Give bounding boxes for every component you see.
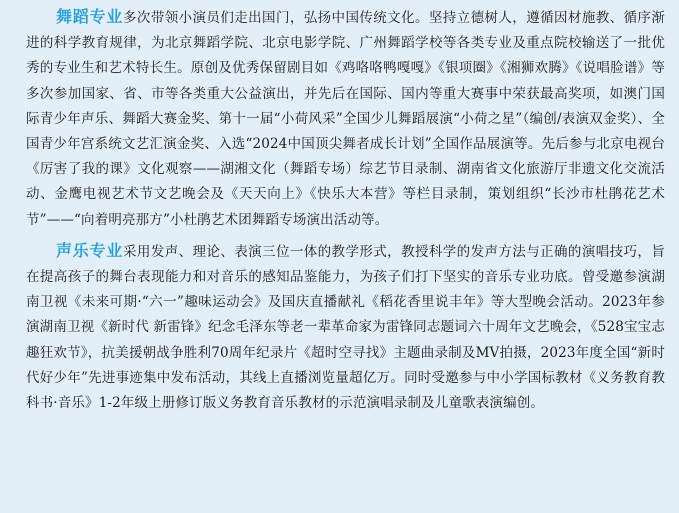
dance-heading: 舞蹈专业: [56, 7, 124, 26]
vocal-body: 采用发声、理论、表演三位一体的教学形式，教授科学的发声方法与正确的演唱技巧，旨在提高孩子的舞台表现能力和对音乐的感知品鉴能力，为孩子们打下坚实的音乐专业功底。曾受邀参演湖南卫视《未来可期·“六一”趣味运动会》及国庆直播献礼《稻花香里说丰年》等大型晚会活动。2023年参演湖南卫视《新时代 新雷锋》纪念毛泽东等老一辈革命家为雷锋同志题词六十周年文艺晚会，《528宝宝志趣狂欢节》，抗美援朝战争胜利70周年纪录片《超时空寻找》主题曲录制及MV拍摄，2023年度全国“新时代好少年”先进事迹集中发布活动，其线上直播浏览量超亿万。同时受邀参与中小学国标教材《义务教育教科书·音乐》1-2年级上册修订版义务教育音乐教材的示范演唱录制及儿童歌表演编创。: [26, 243, 665, 412]
vocal-heading: 声乐专业: [56, 240, 124, 260]
vocal-section: [26, 238, 665, 416]
dance-section: [26, 0, 665, 233]
dance-body: 多次带领小演员们走出国门，弘扬中国传统文化。坚持立德树人，遵循因材施教、循序渐进的科学教育规律，为北京舞蹈学院、北京电影学院、广州舞蹈学校等各类专业及重点院校输送了一批优秀的专业生和艺术特长生。原创及优秀保留剧目如《鸡咯咯鸭嘎嘎》《银项圈》《湘狮欢腾》《说唱脸谱》等多次参加国家、省、市等各类重大公益演出，并先后在国际、国内等重大赛事中荣获最高奖项，如澳门国际青少年声乐、舞蹈大赛金奖、第十一届“小荷风采”全国少儿舞蹈展演“小荷之星”（编创/表演双金奖）、全国青少年宫系统文艺汇演金奖、入选“2024中国顶尖舞者成长计划”全国作品展演等。先后参与北京电视台《厉害了我的课》文化观察——湖湘文化（舞蹈专场）综艺节目录制、湖南省文化旅游厅非遗文化交流活动、金鹰电视艺术节文艺晚会及《天天向上》《快乐大本营》等栏目录制，策划组织“长沙市杜鹃花艺术节”——“向着明亮那方”小杜鹃艺术团舞蹈专场演出活动等。: [26, 10, 665, 228]
